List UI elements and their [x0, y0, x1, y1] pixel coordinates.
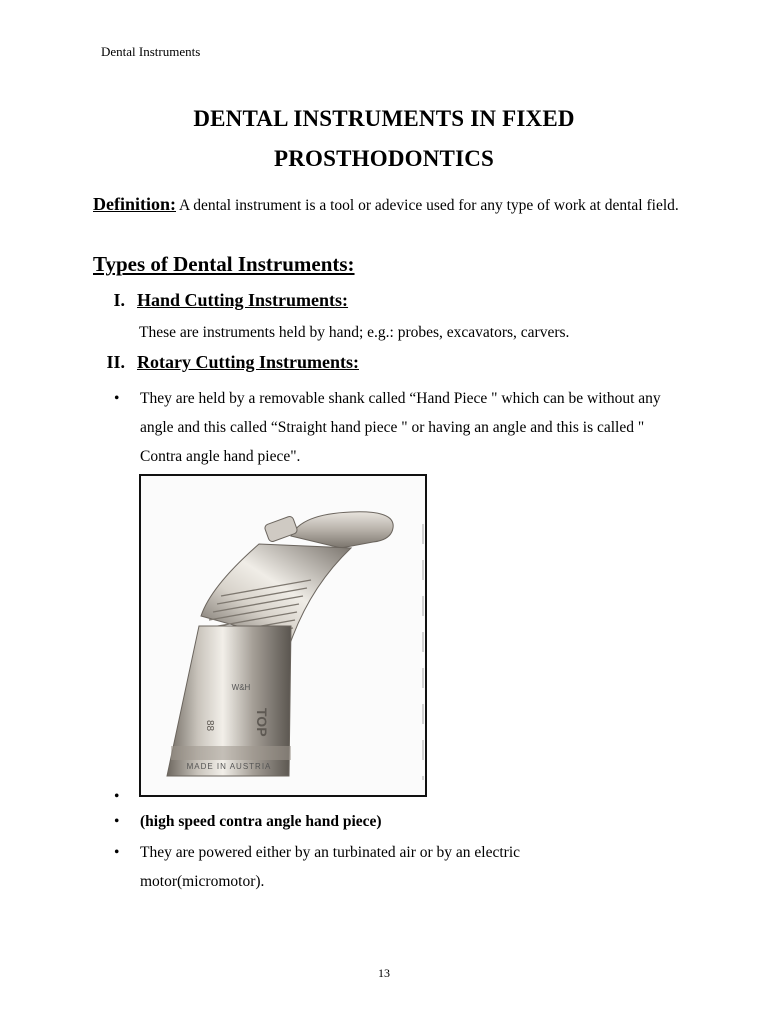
bullet-icon: •	[114, 844, 120, 861]
section-title: Hand Cutting Instruments:	[137, 290, 349, 310]
definition-paragraph	[93, 188, 693, 222]
section-1-description: These are instruments held by hand; e.g.: probes, excavators, carvers.	[139, 324, 570, 341]
section-heading-hand-cutting	[91, 290, 348, 311]
running-header: Dental Instruments	[101, 44, 201, 59]
handpiece-head	[291, 512, 393, 548]
section-title: Rotary Cutting Instruments:	[137, 352, 359, 372]
head-button	[264, 515, 298, 542]
number-imprint: 88	[204, 720, 215, 732]
page-title-line-1: DENTAL INSTRUMENTS IN FIXED	[193, 106, 575, 131]
handpiece-illustration	[141, 476, 425, 795]
section-number: I.	[113, 290, 125, 310]
contra-angle-handpiece-figure	[139, 474, 427, 797]
list-item	[114, 807, 514, 836]
list-item-text: They are held by a removable shank called “Hand Piece " which can be without any angle and this called “Straight hand piece " or having an angle and this is called " Contra angle hand piece".	[140, 390, 661, 465]
list-item-text: They are powered either by an turbinated air or by an electric motor(micromotor).	[140, 844, 520, 890]
list-item	[114, 384, 674, 474]
section-heading-rotary-cutting	[91, 352, 359, 373]
list-item	[114, 838, 674, 898]
bullet-icon: •	[114, 788, 120, 805]
figure-caption: (high speed contra angle hand piece)	[140, 813, 382, 830]
body-band	[171, 746, 291, 760]
page-number: 13	[378, 966, 390, 980]
definition-term: Definition:	[93, 194, 176, 214]
page-title-line-2: PROSTHODONTICS	[273, 146, 495, 171]
bullet-icon: •	[114, 813, 120, 830]
bullet-icon: •	[114, 390, 120, 407]
model-imprint: TOP	[254, 708, 270, 737]
made-in-imprint: MADE IN AUSTRIA	[186, 762, 272, 771]
brand-imprint: W&H	[231, 683, 251, 692]
section-number: II.	[106, 352, 125, 372]
types-heading: Types of Dental Instruments:	[93, 252, 355, 276]
definition-text: A dental instrument is a tool or adevice used for any type of work at dental field.	[176, 197, 679, 214]
